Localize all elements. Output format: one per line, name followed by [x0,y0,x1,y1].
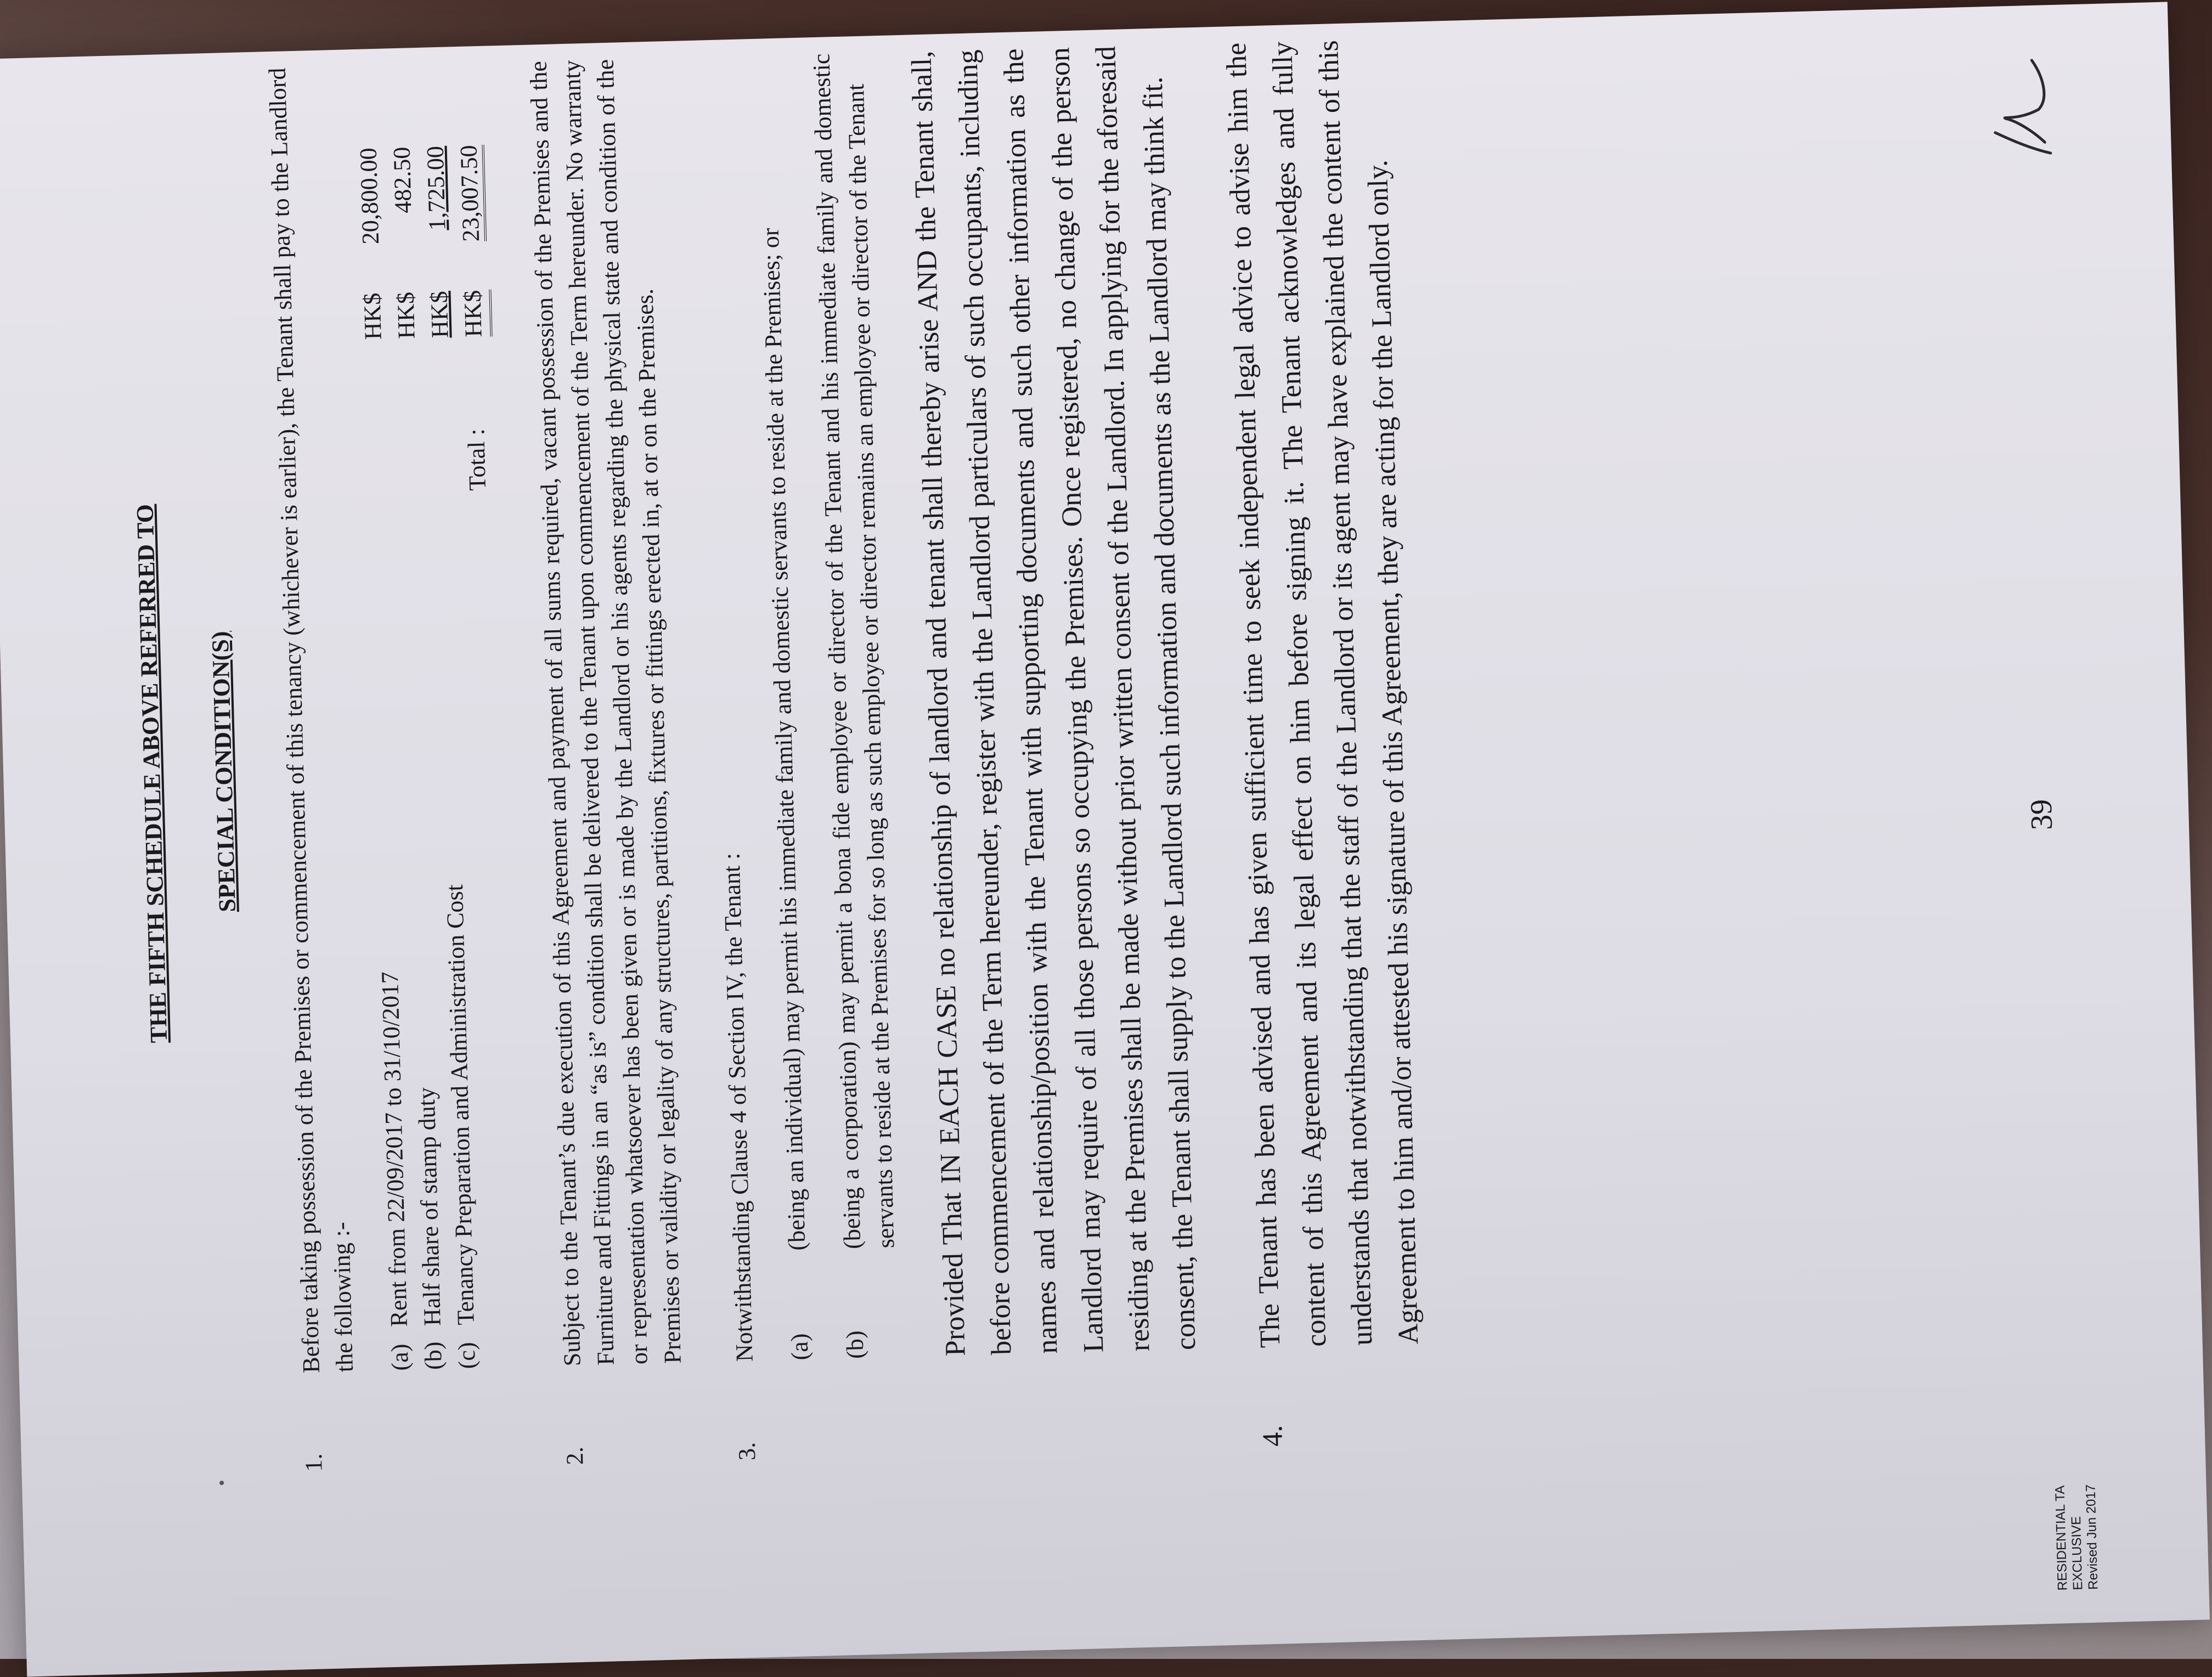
total-amount: 23,007.50 [455,145,487,242]
sub-clause-text: (being a corporation) may permit a bona fide employee or director of the Tenant and his immediate family and domestic servants to reside at the Premises for so long as such employee or director remains an employee or director of the Tenant [808,53,900,1250]
handwritten-initials [1982,37,2073,171]
document-page [0,2,2210,1676]
fee-label: Half share of stamp duty [413,1087,446,1326]
footer-line: EXCLUSIVE [2068,1516,2086,1591]
fee-amount: 482.50 [388,146,417,214]
fee-letter: (c) [453,1341,481,1370]
sub-clause-letter: (b) [841,1330,869,1359]
fee-amount: 20,800.00 [354,147,385,245]
paper-mark [219,1481,224,1485]
clause-number: 2. [561,1446,589,1465]
fee-table [348,30,517,1371]
clause-number: 3. [733,1442,761,1461]
fee-currency: HK$ [358,292,387,340]
footer-line: RESIDENTIAL TA [2052,1485,2070,1591]
clause-intro: Notwithstanding Clause 4 of Section IV, the Tenant : [718,852,758,1362]
total-currency: HK$ [455,290,492,337]
schedule-title: THE FIFTH SCHEDULE ABOVE REFERRED TO [131,504,173,1043]
section-title: SPECIAL CONDITION(S) [206,630,241,913]
proviso-text: Provided That IN EACH CASE no relationship of landlord and tenant shall thereby arise AND the Tenant shall, before commencement of the Term hereunder, register with the Landlord particulars of such occupants, including names and relationship/position with the Tenant with supporting documents and such other information as the Landlord may require of all those persons so occupying the Premises. Once registered, no change of the person residing at the Premises shall be made without prior written consent of the Landlord. In applying for the aforesaid consent, the Tenant shall supply to the Landlord such information and documents as the Landlord may think fit. [906,46,1202,1357]
sub-clause-text: (being an individual) may permit his immediate family and domestic servants to reside at the Premises; or [757,227,811,1251]
clause-number: 4. [1257,1425,1289,1447]
fee-currency: HK$ [392,291,420,340]
clause-text: Subject to the Tenant’s due execution of this Agreement and payment of all sums required, vacant possession of the Premises and the Furniture and Fittings in an “as is” condition shall be delivered to the Tenant upon commencement of the Term hereunder. No warranty or representation whatsoever has been given or is made by the Landlord or his agents regarding the physical state and condition of the Premises or validity or legality of any structures, partitions, fixtures or fittings erected in, at or on the Premises. [524,59,686,1367]
clause-number: 1. [300,1453,328,1472]
fee-letter: (b) [419,1341,447,1370]
fee-label: Rent from 22/09/2017 to 31/10/2017 [376,971,413,1328]
fee-currency: HK$ [425,290,454,338]
footer [2052,1484,2101,1590]
sub-clause-a [749,55,816,1361]
sub-clause-b [804,52,905,1359]
clause-text: Before taking possession of the Premises or commencement of this tenancy (whichever is earlier), the Tenant shall pay to the Landlord the following :- [263,67,358,1374]
page-number: 39 [2024,799,2059,831]
fee-letter: (a) [386,1343,414,1371]
fee-amount: 1,725.00 [421,145,451,231]
clause-text: The Tenant has been advised and has given sufficient time to seek independent legal advice to advise him the content of this Agreement and its legal effect on him before signing it. The Tenant acknowledges and fully understands that notwithstanding that the staff of the Landlord or its agent may have explained the content of this Agreement to him and/or attested his signature of this Agreement, they are acting for the Landlord only. [1221,39,1425,1348]
sub-clause-letter: (a) [786,1333,814,1361]
clause-2 [522,58,692,1466]
clause-1 [261,63,520,1472]
page-content [117,37,1473,1476]
total-label: Total : [462,428,491,491]
clause-3 [693,44,1212,1461]
clause-4 [1214,38,1435,1447]
footer-line: Revised Jun 2017 [2083,1484,2101,1590]
fee-label: Tenancy Preparation and Administration Cost [441,884,479,1326]
